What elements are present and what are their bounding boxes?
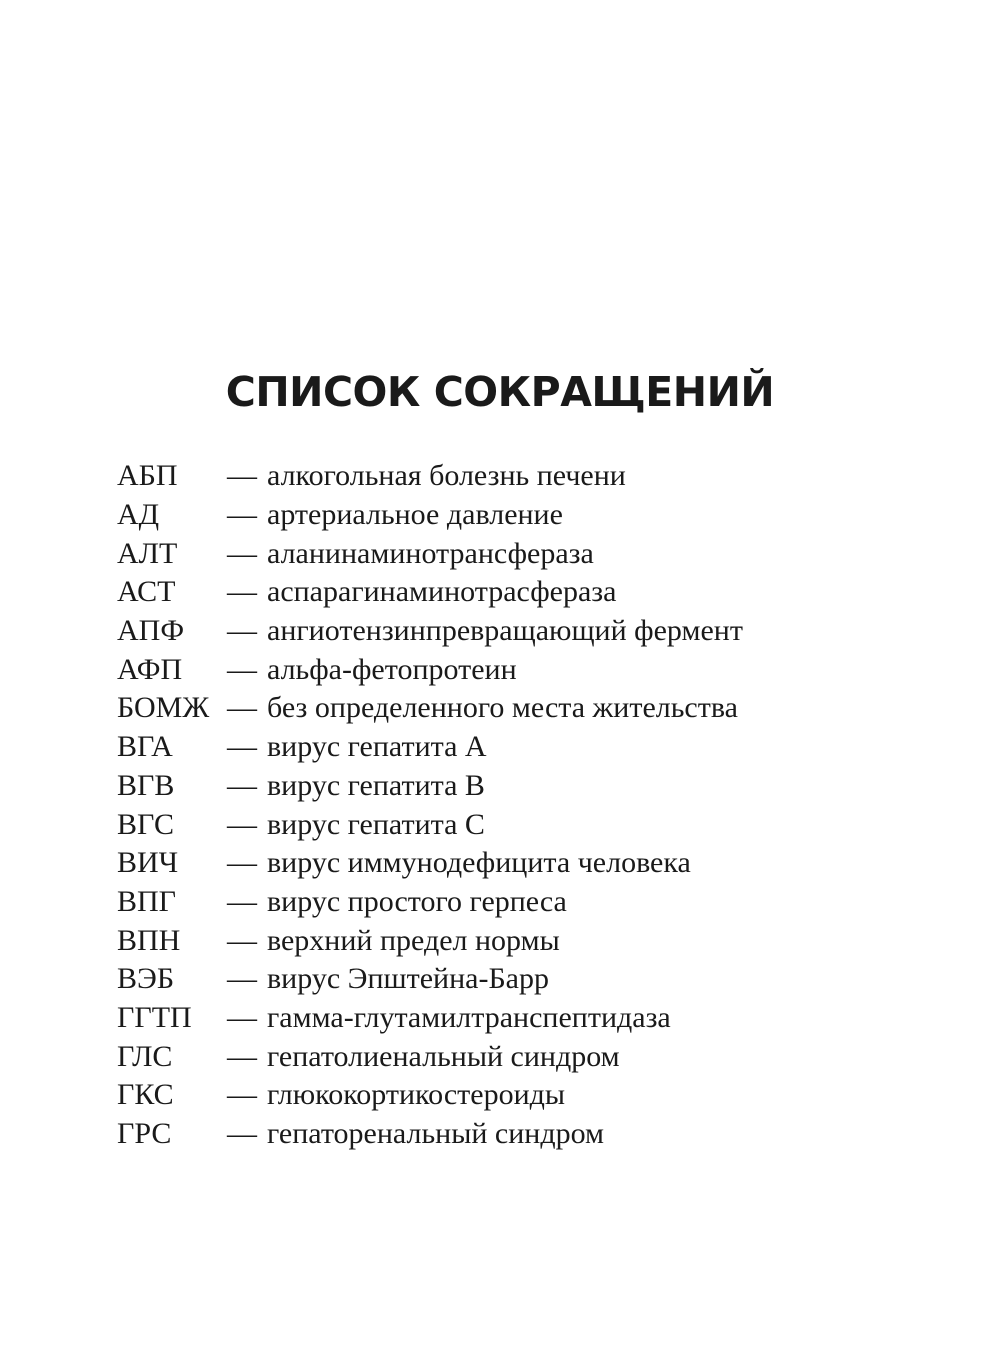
abbreviation: ВИЧ — [117, 846, 179, 880]
separator-dash: — — [227, 962, 257, 996]
definition: гепаторенальный синдром — [267, 1117, 605, 1151]
separator-dash: — — [227, 652, 257, 686]
definition: альфа-фетопротеин — [267, 652, 517, 686]
definition: вирус гепатита А — [267, 730, 487, 764]
list-item — [117, 805, 917, 844]
separator-dash: — — [227, 691, 257, 725]
separator-dash: — — [227, 730, 257, 764]
abbreviation: БОМЖ — [117, 691, 210, 725]
separator-dash: — — [227, 536, 257, 570]
definition: глюкокортикостероиды — [267, 1078, 566, 1112]
definition: вирус простого герпеса — [267, 884, 567, 918]
abbreviation: ВГС — [117, 807, 174, 841]
abbreviation: АД — [117, 498, 160, 532]
list-item — [117, 650, 917, 689]
list-item — [117, 457, 917, 496]
list-item — [117, 612, 917, 651]
separator-dash: — — [227, 1078, 257, 1112]
separator-dash: — — [227, 498, 257, 532]
list-item — [117, 1115, 917, 1154]
list-item — [117, 573, 917, 612]
separator-dash: — — [227, 614, 257, 648]
abbreviation-list — [117, 457, 917, 1153]
separator-dash: — — [227, 768, 257, 802]
separator-dash: — — [227, 807, 257, 841]
list-item — [117, 883, 917, 922]
abbreviation: ВЭБ — [117, 962, 175, 996]
separator-dash: — — [227, 459, 257, 493]
definition: артериальное давление — [267, 498, 563, 532]
list-item — [117, 844, 917, 883]
definition: гамма-глутамилтранспептидаза — [267, 1000, 671, 1034]
abbreviation: АСТ — [117, 575, 176, 609]
abbreviation: АФП — [117, 652, 183, 686]
abbreviation: ГРС — [117, 1117, 172, 1151]
abbreviation: ВГВ — [117, 768, 175, 802]
list-item — [117, 767, 917, 806]
separator-dash: — — [227, 1117, 257, 1151]
separator-dash: — — [227, 884, 257, 918]
abbreviation: АПФ — [117, 614, 185, 648]
list-item — [117, 999, 917, 1038]
definition: алкогольная болезнь печени — [267, 459, 626, 493]
list-item — [117, 1037, 917, 1076]
definition: вирус иммунодефицита человека — [267, 846, 691, 880]
abbreviation: АБП — [117, 459, 178, 493]
definition: гепатолиенальный синдром — [267, 1039, 620, 1073]
separator-dash: — — [227, 923, 257, 957]
definition: аланинаминотрансфераза — [267, 536, 594, 570]
definition: без определенного места жительства — [267, 691, 738, 725]
list-item — [117, 689, 917, 728]
abbreviation: ВГА — [117, 730, 173, 764]
separator-dash: — — [227, 1039, 257, 1073]
page-title: СПИСОК СОКРАЩЕНИЙ — [225, 368, 775, 416]
definition: вирус гепатита С — [267, 807, 485, 841]
list-item — [117, 1076, 917, 1115]
list-item — [117, 534, 917, 573]
list-item — [117, 960, 917, 999]
abbreviation: ВПН — [117, 923, 181, 957]
abbreviation: АЛТ — [117, 536, 178, 570]
definition: ангиотензинпревращающий фермент — [267, 614, 743, 648]
separator-dash: — — [227, 846, 257, 880]
list-item — [117, 496, 917, 535]
definition: вирус Эпштейна-Барр — [267, 962, 549, 996]
abbreviation: ВПГ — [117, 884, 177, 918]
separator-dash: — — [227, 1000, 257, 1034]
abbreviation: ГЛС — [117, 1039, 173, 1073]
abbreviation: ГГТП — [117, 1000, 192, 1034]
separator-dash: — — [227, 575, 257, 609]
abbreviation: ГКС — [117, 1078, 174, 1112]
definition: аспарагинаминотрасфераза — [267, 575, 617, 609]
definition: верхний предел нормы — [267, 923, 560, 957]
list-item — [117, 921, 917, 960]
definition: вирус гепатита В — [267, 768, 485, 802]
list-item — [117, 728, 917, 767]
